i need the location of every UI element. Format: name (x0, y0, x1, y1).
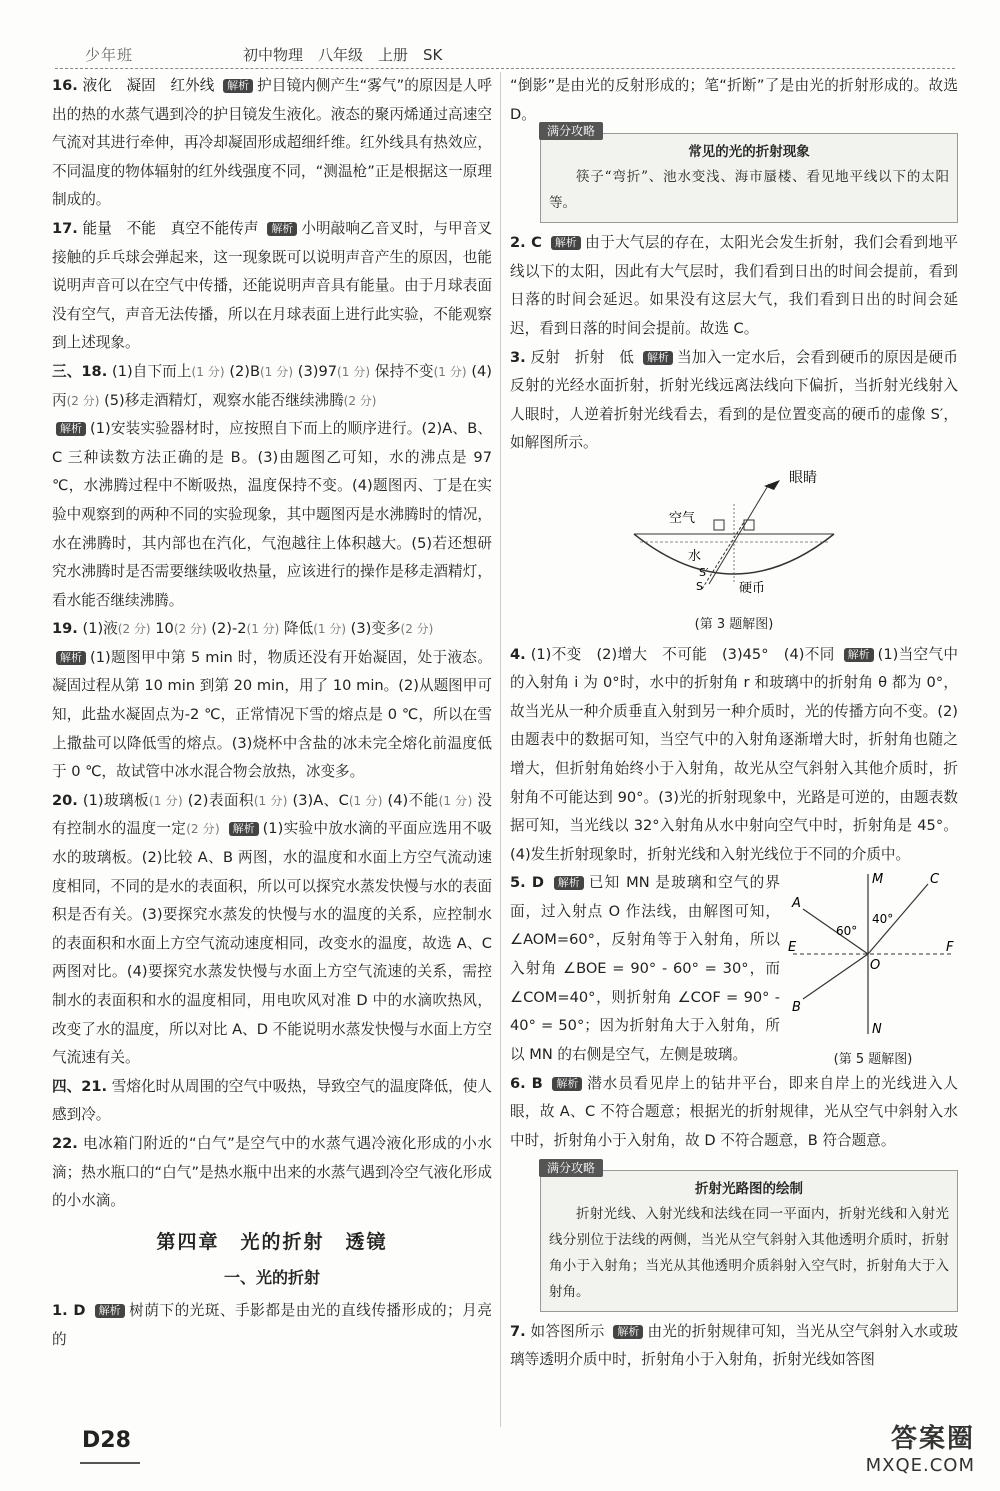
question-number: 2. C (510, 234, 542, 252)
analysis-text: (1)题图甲中第 5 min 时，物质还没有开始凝固，处于液态。凝固过程从第 10 min 到第 20 min，用了 10 min。(2)从题图甲可知，此盐水凝固点为-2 ℃，正常情况下雪的熔点是 0 ℃，所以在雪上撒盐可以降低雪的熔点。(3)烧杯中含盐的冰未完全熔化前温度低于 0 ℃，故试管中冰水混合物会放热，冰变多。 (52, 648, 492, 781)
score-label: (2 分) (66, 393, 100, 408)
answer-text: 电冰箱门附近的“白气”是空气中的水蒸气遇冷液化形成的小水滴；热水瓶口的“白气”是热水瓶中出来的水蒸气遇到冷空气液化形成的小水滴。 (52, 1134, 493, 1210)
column-divider (500, 72, 501, 1427)
answer-text: (3)A、C (292, 791, 349, 809)
score-label: (2 分) (173, 622, 207, 637)
analysis-text: 当加入一定水后，会看到硬币的原因是硬币反射的光经水面折射，折射光线远离法线向下偏折，当折射光线射入人眼时，人逆着折射光线看去，看到的是位置变高的硬币的虚像 S′，如解图所示。 (510, 348, 958, 452)
label-f: F (946, 940, 954, 956)
answer-text: 能量 不能 真空不能传声 (82, 219, 259, 237)
section-title: 一、光的折射 (223, 1268, 320, 1288)
question-22 (52, 1130, 492, 1216)
question-21 (52, 1073, 492, 1130)
score-label: (1 分) (260, 364, 294, 379)
label-60deg: 60° (836, 924, 858, 939)
question-number: 6. B (510, 1074, 543, 1092)
label-a: A (792, 896, 801, 912)
score-label: (2 分) (400, 622, 434, 637)
score-label: (1 分) (438, 793, 473, 808)
question-number: 4. (510, 645, 526, 663)
answer-text: 液化 凝固 红外线 (82, 77, 215, 94)
question-1 (52, 1297, 492, 1354)
subject-label: 初中物理 八年级 上册 SK (243, 46, 443, 64)
question-19 (52, 615, 492, 787)
question-number: 7. (510, 1322, 526, 1340)
label-s-prime: S′ (699, 565, 709, 579)
analysis-tag: 解析 (56, 651, 86, 665)
analysis-tag: 解析 (844, 648, 874, 662)
refraction-bowl-diagram (604, 464, 864, 604)
question-1-continued: “倒影”是由光的反射形成的；笔“折断”了是由光的折射形成的。故选 D。 (510, 77, 958, 123)
tips-tag: 满分攻略 (539, 122, 603, 140)
question-number: 1. D (52, 1301, 86, 1319)
analysis-text: 已知 MN 是玻璃和空气的界面，过入射点 O 作法线，由解图可知，∠AOM=60°，反射角等于入射角，所以入射角 ∠BOE = 90° - 60° = 30°，而 ∠COM=40°，则折射角 ∠COF = 90° - 40° = 50°；因为折射角大于入射角，所以 MN 的右侧是空气，左侧是玻璃。 (510, 874, 780, 1063)
figure-3 (510, 464, 958, 635)
analysis-text: 小明敲响乙音叉时，与甲音叉接触的乒乓球会弹起来，这一现象既可以说明声音产生的原因，也能说明声音可以在空气中传播，还能说明声音具有能量。由于月球表面没有空气，声音无法传播，所以在月球表面上进行此实验，不能观察到上述现象。 (52, 219, 492, 352)
score-label: (2 分) (343, 393, 377, 408)
tips-text: 筷子“弯折”、池水变浅、海市蜃楼、看见地平线以下的太阳等。 (549, 169, 949, 212)
analysis-text: (1)安装实验器材时，应按照自下而上的顺序进行。(2)A、B、C 三种读数方法正确的是 B。(3)由题图乙可知，水的沸点是 97 ℃，水沸腾过程中不断吸热，温度保持不变。(4)题图丙、丁是在实验中观察到的两种不同的实验现象，其中题图丙是水沸腾时的情况，水在沸腾时，其内部也在汽化，气泡越往上体积越大。(5)若还想研究水沸腾时是否需要继续吸收热量，应该进行的操作是移走酒精灯，看水能否继续沸腾。 (52, 420, 492, 609)
answer-text: 保持不变 (374, 362, 434, 380)
header-divider (55, 68, 955, 69)
analysis-text: 由光的折射规律可知，当光从空气斜射入水或玻璃等透明介质中时，折射角小于入射角，折射光线如答图 (510, 1322, 958, 1369)
label-40deg: 40° (872, 912, 894, 927)
label-b: B (792, 1000, 801, 1016)
score-label: (1 分) (313, 622, 347, 637)
label-m: M (872, 872, 884, 888)
tips-tag: 满分攻略 (539, 1159, 603, 1177)
label-o: O (870, 958, 881, 974)
question-5 (510, 869, 958, 1069)
question-7 (510, 1318, 958, 1375)
answer-text: (1)不变 (2)增大 不可能 (3)45° (4)不同 (530, 645, 835, 663)
label-eye: 眼睛 (789, 469, 817, 486)
question-number: 16. (52, 77, 78, 94)
analysis-tag: 解析 (95, 1304, 125, 1318)
analysis-text: (1)当空气中的入射角 i 为 0°时，水中的折射角 r 和玻璃中的折射角 θ 都为 0°，故当光从一种介质垂直入射到另一种介质时，光的传播方向不变。(2)由题表中的数据可知，当空气中的入射角逐渐增大时，折射角也随之增大，但折射角始终小于入射角，故光从空气斜射入其他介质时，折射角不可能达到 90°。(3)光的折射现象中，光路是可逆的，由题表数据可知，当光线以 32°入射角从水中射向空气中时，折射角是 45°。(4)发生折射现象时，折射光线和入射光线位于不同的介质中。 (510, 645, 959, 863)
answer-text: (2)表面积 (187, 791, 254, 809)
watermark-url: MXQE.COM (865, 1455, 975, 1476)
question-number: 20. (52, 791, 78, 809)
answer-text: 雪熔化时从周围的空气中吸热，导致空气的温度降低，使人感到冷。 (52, 1077, 492, 1124)
question-4 (510, 641, 958, 870)
answer-text: (1)玻璃板 (82, 791, 150, 809)
analysis-tag: 解析 (613, 1325, 643, 1339)
page-number: D28 (82, 1428, 131, 1453)
answer-text: (2)B (229, 362, 260, 380)
answer-text: (1)自下而上 (112, 362, 192, 380)
tips-box-2 (540, 1160, 958, 1312)
question-2 (510, 229, 958, 343)
brand-logo: 少年班 (85, 46, 134, 64)
label-coin: 硬币 (739, 580, 766, 596)
analysis-text: 潜水员看见岸上的钻井平台，即来自岸上的光线进入人眼，故 A、C 不符合题意；根据光的折射规律，光从空气中斜射入水中时，折射角小于入射角，故 D 不符合题意，B 符合题意。 (510, 1074, 958, 1150)
analysis-tag: 解析 (267, 222, 297, 236)
question-number: 19. (52, 620, 78, 638)
answer-text: (3)变多 (350, 620, 401, 638)
answer-text: 如答图所示 (530, 1322, 605, 1340)
figure-5-caption: (第 5 题解图) (833, 1051, 913, 1067)
label-e: E (788, 940, 797, 956)
answer-text: (3)97 (297, 362, 338, 380)
page-number-underline (80, 1462, 140, 1464)
tips-title: 常见的光的折射现象 (688, 144, 810, 161)
score-label: (1 分) (253, 793, 288, 808)
right-column (510, 72, 958, 1375)
analysis-tag: 解析 (643, 351, 673, 365)
analysis-text: 由于大气层的存在，太阳光会发生折射，我们会看到地平线以下的太阳，因此有大气层时，我们看到日出的时间会提前，看到日落的时间会延迟。如果没有这层大气，我们看到日出的时间会延迟，看到日落的时间会提前。故选 C。 (510, 234, 958, 337)
tips-title: 折射光路图的绘制 (695, 1180, 803, 1197)
label-n: N (872, 1022, 882, 1038)
analysis-tag: 解析 (229, 822, 259, 836)
answer-text: 没有控制水的温度一定 (52, 791, 492, 838)
question-20 (52, 787, 492, 1073)
answer-text: (2)-2 (211, 620, 247, 638)
analysis-tag: 解析 (554, 876, 584, 890)
question-number: 17. (52, 219, 78, 237)
score-label: (1 分) (337, 364, 371, 379)
score-label: (2 分) (117, 622, 151, 637)
analysis-tag: 解析 (551, 236, 581, 250)
label-air: 空气 (669, 510, 696, 526)
chapter-title: 第四章 光的折射 透镜 (156, 1230, 388, 1253)
question-number: 3. (510, 348, 526, 366)
score-label: (1 分) (348, 793, 383, 808)
question-16 (52, 72, 492, 215)
question-6 (510, 1070, 958, 1156)
page-header (55, 38, 955, 72)
analysis-tag: 解析 (552, 1077, 582, 1091)
tips-text: 折射光线、入射光线和法线在同一平面内，折射光线和入射光线分别位于法线的两侧，当光从空气斜射入其他透明介质时，折射角小于入射角；当光从其他透明介质斜射入空气时，折射角大于入射角。 (549, 1205, 949, 1300)
answer-text: (1)液 (82, 620, 118, 638)
answer-text: 10 (155, 620, 174, 638)
question-number: 22. (52, 1134, 78, 1152)
answer-text: 反射 折射 低 (530, 348, 635, 366)
question-18 (52, 358, 492, 615)
answer-text: (4)丙 (52, 362, 493, 409)
watermark-logo: 答案圈 (890, 1424, 975, 1454)
label-c: C (930, 872, 940, 888)
answer-text: 降低 (284, 620, 314, 638)
analysis-text: 树荫下的光斑、手影都是由光的直线传播形成的；月亮的 (52, 1301, 492, 1348)
score-label: (1 分) (433, 364, 467, 379)
score-label: (2 分) (186, 822, 220, 837)
analysis-text: 护目镜内侧产生“雾气”的原因是人呼出的热的水蒸气遇到冷的护目镜发生液化。液态的聚丙烯通过高速空气流对其进行牵伸，再冷却凝固形成超细纤维。红外线具有热效应，不同温度的物体辐射的红外线强度不同，“测温枪”正是根据这一原理制成的。 (52, 77, 493, 209)
analysis-tag: 解析 (56, 422, 86, 436)
score-label: (1 分) (191, 364, 225, 379)
score-label: (1 分) (149, 793, 183, 808)
label-water: 水 (688, 548, 702, 564)
analysis-tag: 解析 (223, 79, 253, 93)
question-number: 四、21. (52, 1077, 108, 1095)
label-s: S (696, 579, 703, 593)
refraction-angle-diagram (788, 869, 958, 1039)
tips-box-1 (540, 124, 958, 223)
answer-text: (5)移走酒精灯，观察水能否继续沸腾 (104, 391, 344, 409)
figure-3-caption: (第 3 题解图) (694, 616, 774, 632)
question-number: 三、18. (52, 362, 108, 380)
question-number: 5. D (510, 874, 545, 892)
question-17 (52, 215, 492, 358)
score-label: (1 分) (246, 622, 280, 637)
answer-text: (4)不能 (387, 791, 439, 809)
figure-5 (788, 869, 958, 1070)
question-3 (510, 344, 958, 458)
analysis-text: (1)实验中放水滴的平面应选用不吸水的玻璃板。(2)比较 A、B 两图，水的温度和水面上方空气流动速度相同，不同的是水的表面积，所以可以探究水蒸发快慢与水的表面积是否有关。(3)要探究水蒸发的快慢与水的温度的关系，应控制水的表面积和水面上方空气流动速度相同，改变水的温度，故选 A、C 两图对比。(4)要探究水蒸发快慢与水面上方空气流速的关系，需控制水的表面积和水的温度相同，用电吹风对准 D 中的水滴吹热风，改变了水的温度，所以对比 A、D 不能说明水蒸发快慢与水面上方空气流速有关。 (52, 820, 492, 1067)
left-column (52, 72, 492, 1354)
